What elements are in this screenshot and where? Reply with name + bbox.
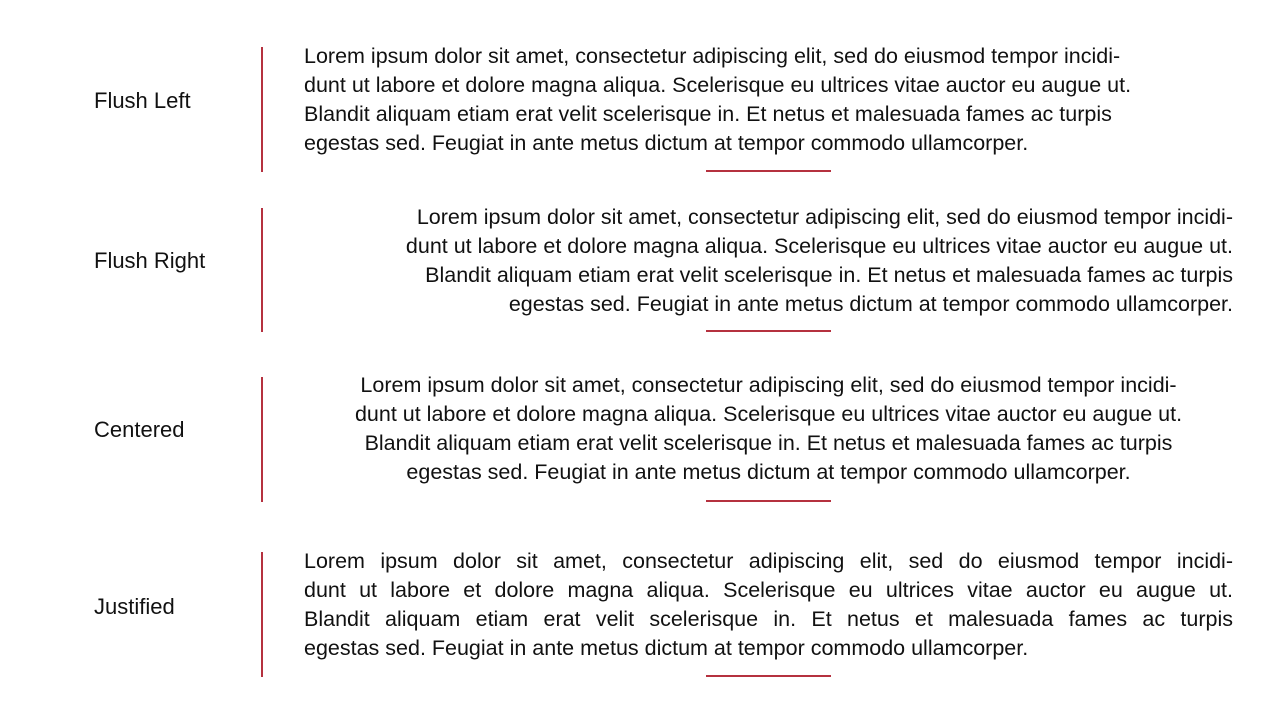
horizontal-rule: [706, 170, 831, 172]
paragraph-line: Lorem ipsum dolor sit amet, consectetur adipiscing elit, sed do eiusmod tempor incidi-: [360, 373, 1177, 397]
paragraph-line: Blandit aliquam etiam erat velit scelerisque in. Et netus et malesuada fames ac turpis: [364, 431, 1173, 455]
section-label: Flush Left: [94, 88, 191, 113]
paragraph-line: egestas sed. Feugiat in ante metus dictum at tempor commodo ullamcorper.: [406, 460, 1131, 484]
paragraph-line: egestas sed. Feugiat in ante metus dictum at tempor commodo ullamcorper.: [304, 131, 1029, 155]
vertical-rule: [261, 47, 263, 172]
paragraph-line: Lorem ipsum dolor sit amet, consectetur adipiscing elit, sed do eiusmod tempor incidi-: [304, 549, 1233, 573]
paragraph-line: egestas sed. Feugiat in ante metus dictum at tempor commodo ullamcorper.: [304, 636, 1029, 660]
paragraph-line: Blandit aliquam etiam erat velit scelerisque in. Et netus et malesuada fames ac turpis: [304, 607, 1233, 631]
horizontal-rule: [706, 500, 831, 502]
paragraph-line: egestas sed. Feugiat in ante metus dictum at tempor commodo ullamcorper.: [508, 292, 1233, 316]
section-label: Justified: [94, 594, 175, 619]
paragraph-line: Blandit aliquam etiam erat velit scelerisque in. Et netus et malesuada fames ac turpis: [425, 263, 1233, 287]
paragraph-line: Lorem ipsum dolor sit amet, consectetur adipiscing elit, sed do eiusmod tempor incidi-: [416, 205, 1233, 229]
paragraph-justified: [304, 547, 1233, 663]
paragraph-flush-right: [304, 203, 1233, 319]
paragraph-line: dunt ut labore et dolore magna aliqua. Scelerisque eu ultrices vitae auctor eu augue ut.: [304, 578, 1233, 602]
horizontal-rule: [706, 675, 831, 677]
paragraph-line: dunt ut labore et dolore magna aliqua. Scelerisque eu ultrices vitae auctor eu augue ut.: [405, 234, 1233, 258]
vertical-rule: [261, 552, 263, 677]
section-label: Flush Right: [94, 248, 206, 273]
paragraph-centered: [304, 371, 1233, 487]
horizontal-rule: [706, 330, 831, 332]
paragraph-line: dunt ut labore et dolore magna aliqua. Scelerisque eu ultrices vitae auctor eu augue ut.: [304, 73, 1132, 97]
paragraph-line: dunt ut labore et dolore magna aliqua. Scelerisque eu ultrices vitae auctor eu augue ut.: [354, 402, 1183, 426]
paragraph-line: Blandit aliquam etiam erat velit scelerisque in. Et netus et malesuada fames ac turpis: [304, 102, 1112, 126]
paragraph-line: Lorem ipsum dolor sit amet, consectetur adipiscing elit, sed do eiusmod tempor incidi-: [304, 44, 1121, 68]
paragraph-flush-left: [304, 42, 1233, 158]
vertical-rule: [261, 208, 263, 332]
vertical-rule: [261, 377, 263, 502]
section-label: Centered: [94, 417, 185, 442]
